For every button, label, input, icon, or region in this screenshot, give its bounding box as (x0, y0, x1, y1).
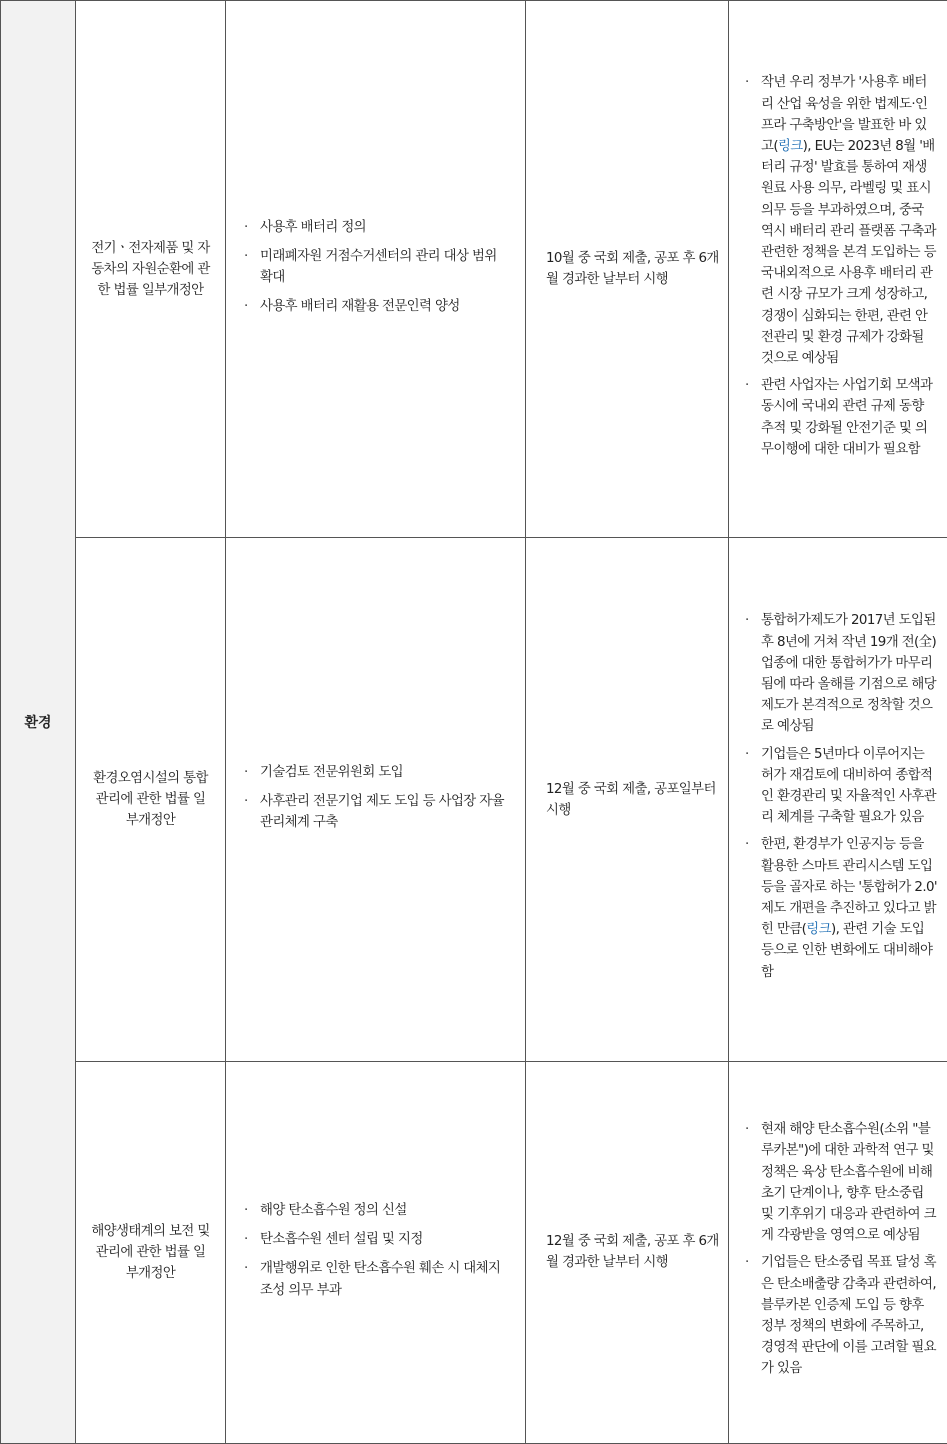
list-item: · 기업들은 탄소중립 목표 달성 혹은 탄소배출량 감축과 관련하여, 블루카본 인증제 도입 등 향후 정부 정책의 변화에 주목하고, 경영적 판단에 이를 고려할 필요가 있음 (745, 1252, 939, 1379)
law-name: 전기ㆍ전자제품 및 자동차의 자원순환에 관한 법률 일부개정안 (91, 240, 210, 298)
table-row (1, 1, 947, 538)
list-item: · 사후관리 전문기업 제도 도입 등 사업장 자율관리체계 구축 (244, 791, 511, 833)
list-item: · 미래폐자원 거점수거센터의 관리 대상 범위 확대 (244, 246, 511, 288)
list-item: · 해양 탄소흡수원 정의 신설 (244, 1200, 511, 1221)
list-item: · 작년 우리 정부가 '사용후 배터리 산업 육성을 위한 법제도·인프라 구축방안'을 발표한 바 있고(링크), EU는 2023년 8월 '배터리 규정' 발효를 통하여 재생원료 사용 의무, 라벨링 및 표시 의무 등을 부과하였으며, 중국 역시 배터리 관리 플랫폼 구축과 관련한 정책을 본격 도입하는 등 국내외적으로 사용후 배터리 관련 시장 규모가 크게 성장하고, 경쟁이 심화되는 한편, 관련 안전관리 및 환경 규제가 강화될 것으로 예상됨 (745, 72, 939, 369)
schedule-text: 12월 중 국회 제출, 공포 후 6개월 경과한 날부터 시행 (546, 1234, 719, 1271)
list-item: · 관련 사업자는 사업기회 모색과 동시에 국내외 관련 규제 동향 추적 및 강화될 안전기준 및 의무이행에 대한 대비가 필요함 (745, 375, 939, 460)
table-row (1, 538, 947, 1061)
law-name-cell (76, 538, 226, 1061)
schedule-text: 10월 중 국회 제출, 공포 후 6개월 경과한 날부터 시행 (546, 251, 719, 288)
list-item: · 탄소흡수원 센터 설립 및 지정 (244, 1229, 511, 1250)
list-item: · 현재 해양 탄소흡수원(소위 "블루카본")에 대한 과학적 연구 및 정책은 육상 탄소흡수원에 비해 초기 단계이나, 향후 탄소중립 및 기후위기 대응과 관련하여 크게 각광받을 영역으로 예상됨 (745, 1119, 939, 1246)
main-content-cell (226, 1, 526, 538)
list-item: · 통합허가제도가 2017년 도입된 후 8년에 거쳐 작년 19개 전(全) 업종에 대한 통합허가가 마무리됨에 따라 올해를 기점으로 해당 제도가 본격적으로 정착할 것으로 예상됨 (745, 610, 939, 737)
content-list (226, 217, 525, 318)
reference-link[interactable]: 링크 (777, 138, 803, 154)
implication-cell (729, 1, 947, 538)
schedule-cell (526, 1, 729, 538)
implication-list (729, 610, 939, 982)
content-list (226, 762, 525, 834)
table-row (1, 1061, 947, 1443)
main-content-cell (226, 1061, 526, 1443)
law-name-cell (76, 1, 226, 538)
list-item: · 한편, 환경부가 인공지능 등을 활용한 스마트 관리시스템 도입 등을 골자로 하는 '통합허가 2.0' 제도 개편을 추진하고 있다고 밝힌 만큼(링크), 관련 기술 도입 등으로 인한 변화에도 대비해야 함 (745, 834, 939, 982)
law-name-cell (76, 1061, 226, 1443)
category-label: 환경 (24, 715, 52, 731)
law-name: 환경오염시설의 통합관리에 관한 법률 일부개정안 (93, 771, 208, 829)
law-name: 해양생태계의 보전 및 관리에 관한 법률 일부개정안 (91, 1223, 210, 1281)
reference-link[interactable]: 링크 (806, 922, 831, 938)
schedule-cell (526, 1061, 729, 1443)
content-list (226, 1200, 525, 1301)
implication-list (729, 72, 939, 460)
implication-cell (729, 538, 947, 1061)
implication-cell (729, 1061, 947, 1443)
list-item: · 기술검토 전문위원회 도입 (244, 762, 511, 783)
list-item: · 사용후 배터리 재활용 전문인력 양성 (244, 296, 511, 317)
schedule-cell (526, 538, 729, 1061)
list-item: · 개발행위로 인한 탄소흡수원 훼손 시 대체지 조성 의무 부과 (244, 1258, 511, 1300)
implication-list (729, 1119, 939, 1379)
list-item: · 사용후 배터리 정의 (244, 217, 511, 238)
category-cell (1, 1, 76, 1444)
main-content-cell (226, 538, 526, 1061)
list-item: · 기업들은 5년마다 이루어지는 허가 재검토에 대비하여 종합적인 환경관리 및 자율적인 사후관리 체계를 구축할 필요가 있음 (745, 744, 939, 829)
schedule-text: 12월 중 국회 제출, 공포일부터 시행 (546, 781, 716, 818)
